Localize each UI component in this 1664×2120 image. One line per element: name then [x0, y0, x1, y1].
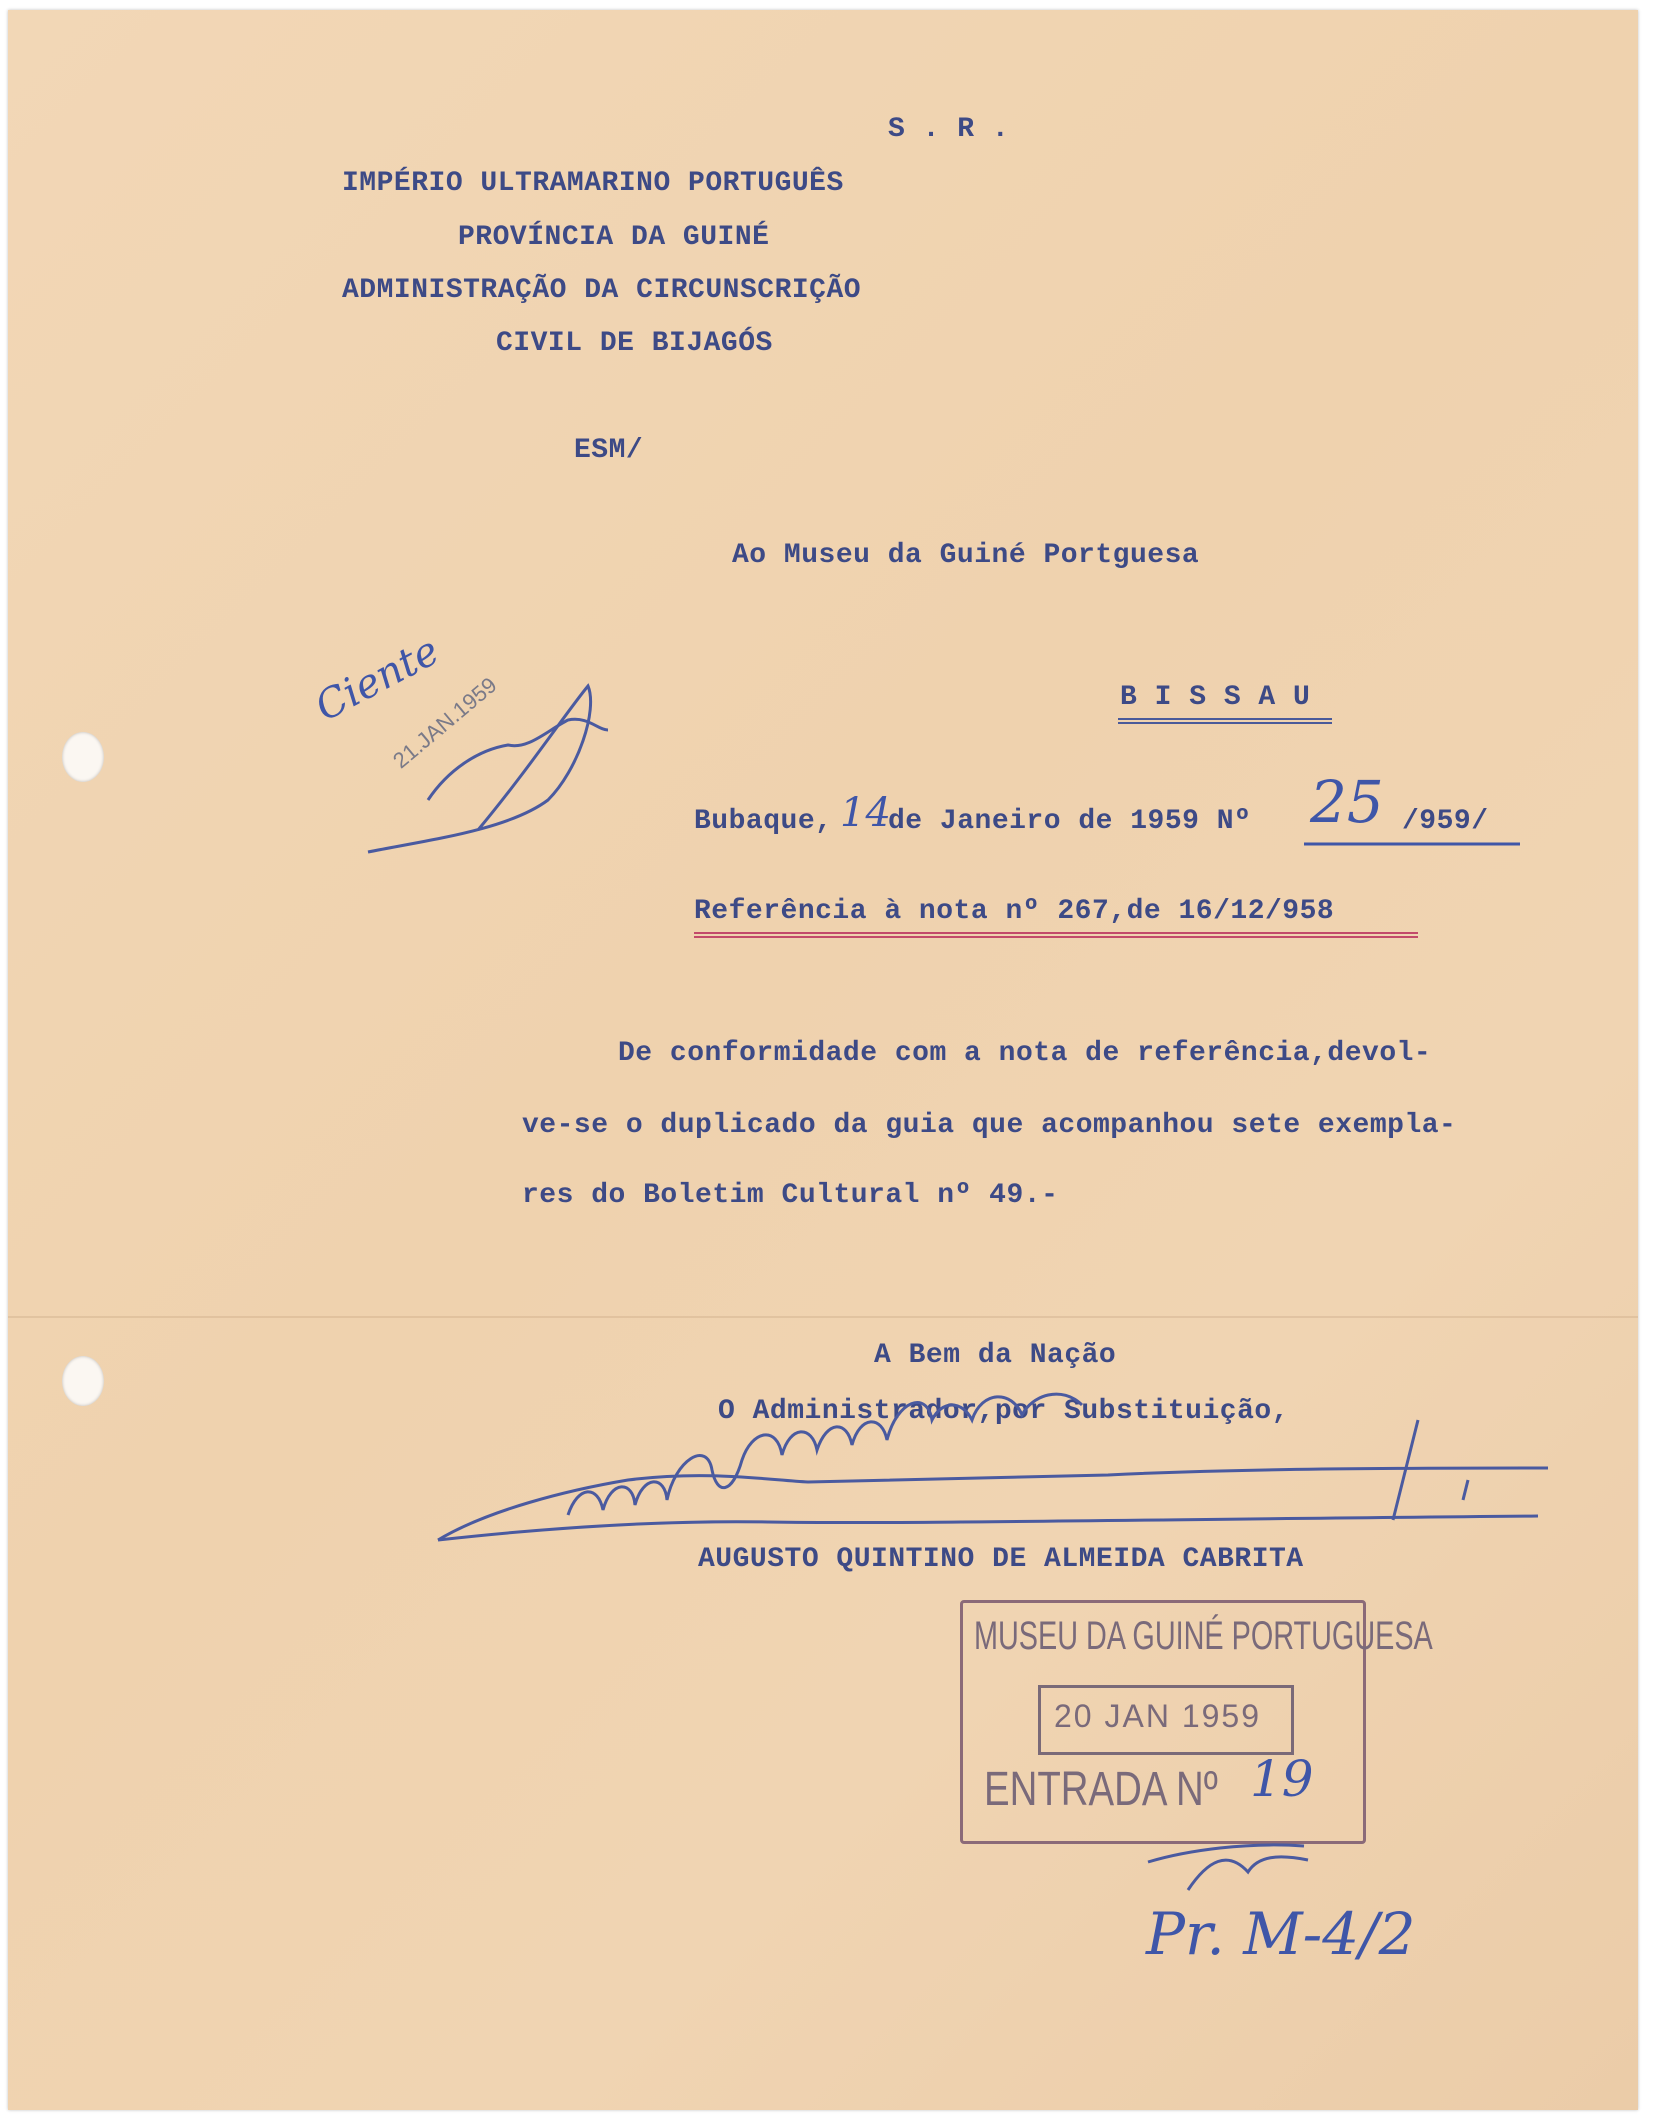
dateline-year-suffix: /959/ [1402, 806, 1489, 837]
left-signature-stroke [428, 719, 608, 800]
left-signature-stroke [368, 686, 591, 852]
closing-motto: A Bem da Nação [874, 1340, 1117, 1371]
body-line-2: ve-se o duplicado da guia que acompanhou sete exempla- [522, 1110, 1457, 1141]
body-line-3: res do Boletim Cultural nº 49.- [522, 1180, 1059, 1211]
recipient-city: B I S S A U [1120, 682, 1311, 713]
closing-title: O Administrador,por Substituição, [718, 1396, 1289, 1427]
stamp-entry-label: ENTRADA Nº [984, 1763, 1218, 1816]
signature-stroke [1393, 1420, 1468, 1520]
dateline-text: de Janeiro de 1959 Nº [888, 806, 1252, 837]
annotation-date-stamp: 21.JAN.1959 [388, 672, 502, 774]
recipient-line: Ao Museu da Guiné Portguesa [732, 540, 1200, 571]
header-sr: S . R . [888, 114, 1010, 145]
body-line-1: De conformidade com a nota de referência,devol- [618, 1038, 1432, 1069]
header-district: CIVIL DE BIJAGÓS [496, 328, 773, 359]
handwriting-layer [8, 10, 1638, 2110]
stamp-museum-name: MUSEU DA GUINÉ PORTUGUESA [974, 1614, 1433, 1658]
reference-code: ESM/ [574, 435, 644, 466]
document-number-handwritten: 25 [1310, 768, 1384, 836]
dateline-place: Bubaque, [694, 806, 833, 837]
footer-archive-note: Pr. M-4/2 [1146, 1900, 1416, 1968]
stamp-entry-number: 19 [1250, 1750, 1314, 1808]
stamp-date: 20 JAN 1959 [1054, 1698, 1262, 1734]
header-empire: IMPÉRIO ULTRAMARINO PORTUGUÊS [342, 168, 844, 199]
header-province: PROVÍNCIA DA GUINÉ [458, 222, 770, 253]
dateline-day-handwritten: 14 [840, 790, 891, 836]
stamp-initials-stroke [1148, 1845, 1308, 1890]
header-administration: ADMINISTRAÇÃO DA CIRCUNSCRIÇÃO [342, 275, 862, 306]
signatory-name: AUGUSTO QUINTINO DE ALMEIDA CABRITA [698, 1544, 1304, 1575]
signature-stroke [438, 1516, 1538, 1540]
signature-stroke [568, 1394, 1082, 1515]
annotation-ciente: Ciente [308, 627, 447, 731]
letter-page [8, 10, 1638, 2110]
reference-note: Referência à nota nº 267,de 16/12/958 [694, 896, 1335, 927]
